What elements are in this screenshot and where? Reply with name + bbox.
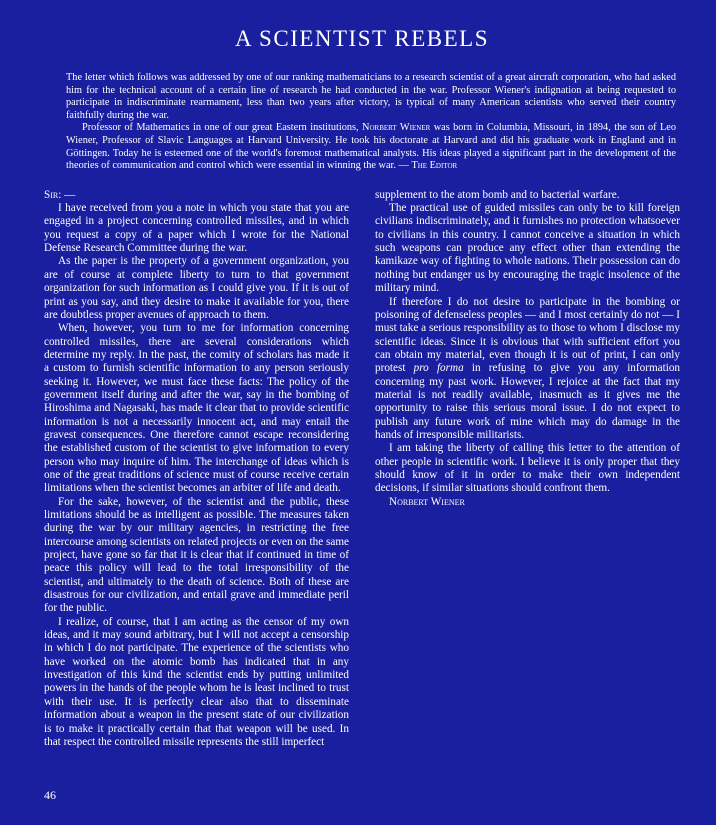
article-title: A SCIENTIST REBELS bbox=[234, 26, 490, 51]
intro-text-before: Professor of Mathematics in one of our great Eastern institutions, bbox=[82, 122, 363, 134]
letter-paragraph-2: As the paper is the property of a government organization, you are of course at complete liberty to turn to that government organization for such information as I could give you. If it is out of print as you say, and they desire to make it available for you, there are doubtless proper avenues of approach to them. bbox=[44, 255, 349, 321]
letter-paragraph-8: I am taking the liberty of calling this letter to the attention of other people in scientific work. I believe it is only proper that they should know of it in order to make their own independent decisions, if similar situations should confront them. bbox=[375, 442, 680, 495]
letter-paragraph-5: I realize, of course, that I am acting as the censor of my own ideas, and it may sound arbitrary, but I will not accept a censorship in which I do not participate. The experience of the scientists who have worked on the atomic bomb has indicated that in any investigation of this kind the scientist ends by putting unlimited powers in the hands of the people whom he is least inclined to trust with their use. It is perfectly clear also that to disseminate information about a weapon in the present state of our civilization is to make it practically certain that that weapon will be used. In that respect the controlled missile represents the still imperfect bbox=[44, 615, 349, 748]
p7-text-after: in refusing to give you any information concerning my past work. However, I rejoice at the fact that my material is not readily available, inasmuch as it gives me the opportunity to raise this serious moral issue. I do not expect to publish any future work of mine which may do damage in the hands of irresponsible militarists. bbox=[375, 362, 681, 441]
p7-italic: pro forma bbox=[413, 362, 464, 375]
letter-paragraph-7 bbox=[375, 296, 680, 443]
left-column bbox=[44, 189, 349, 749]
letter-paragraph-4: For the sake, however, of the scientist and the public, these limitations should be as intelligent as possible. The measures taken during the war by our military agencies, in restricting the free intercourse among scientists on related projects or even on the same project, have gone so far that it is clear that if continued in time of peace this policy will lead to the total irresponsibility of the scientist, and ultimately to the death of science. Both of these are disastrous for our civilization, and entail grave and immediate peril for the public. bbox=[44, 495, 349, 615]
intro-paragraph-1: The letter which follows was addressed by one of our ranking mathematicians to a research scientist of a great aircraft corporation, who had asked him for the technical account of a certain line of research he had conducted in the war. Professor Wiener's indignation at being requested to participate in indiscriminate rearmament, less than two years after victory, is typical of many American scientists who served their country faithfully during the war. bbox=[66, 72, 676, 121]
letter-columns bbox=[44, 189, 680, 749]
signature: Norbert Wiener bbox=[389, 495, 465, 508]
letter-paragraph-6: The practical use of guided missiles can only be to kill foreign civilians indiscriminately, and it furnishes no protection whatsoever to civilians in this country. I cannot conceive a situation in which such weapons can produce any effect other than extending the kamikaze way of fighting to whole nations. Their possession can do nothing but endanger us by encouraging the tragic insolence of the military mind. bbox=[375, 202, 680, 295]
editor-introduction bbox=[44, 72, 680, 173]
letter-paragraph-3: When, however, you turn to me for information concerning controlled missiles, there are several considerations which determine my reply. In the past, the comity of scholars has made it a custom to furnish scientific information to any person seriously seeking it. However, we must face these facts: The policy of the government itself during and after the war, say in the bombing of Hiroshima and Nagasaki, has made it clear that to provide scientific information is not a necessarily innocent act, and may entail the gravest consequences. One therefore cannot escape reconsidering the established custom of the scientist to give information to every person who may inquire of him. The interchange of ideas which is one of the great traditions of science must of course receive certain limitations when the scientist becomes an arbiter of life and death. bbox=[44, 322, 349, 495]
intro-paragraph-2 bbox=[66, 122, 676, 172]
editor-credit: The Editor bbox=[411, 160, 458, 172]
letter-paragraph-5-continued: supplement to the atom bomb and to bacterial warfare. bbox=[375, 188, 620, 201]
p7-text-before: If therefore I do not desire to participate in the bombing or poisoning of defenseless peoples — and I most certainly do not — I must take a serious responsibility as to those to whom I disclose my scientific ideas. Since it is obvious that with sufficient effort you can obtain my material, even though it is out of print, I can only protest bbox=[375, 295, 680, 375]
salutation: Sir: — bbox=[44, 188, 76, 201]
right-column bbox=[375, 189, 680, 749]
letter-paragraph-1: I have received from you a note in which you state that you are engaged in a project concerning controlled missiles, and in which you request a copy of a paper which I wrote for the National Defense Research Committee during the war. bbox=[44, 202, 349, 255]
intro-text-after: was born in Columbia, Missouri, in 1894, the son of Leo Wiener, Professor of Slavic Languages at Harvard University. He took his doctorate at Harvard and did his graduate work in England and in Göttingen. Today he is esteemed one of the world's foremost mathematical analysts. His ideas played a significant part in the development of the theories of communication and control which were essential in winning the war. — bbox=[66, 122, 676, 172]
author-name: Norbert Wiener bbox=[362, 122, 431, 134]
page-number: 46 bbox=[44, 788, 56, 802]
